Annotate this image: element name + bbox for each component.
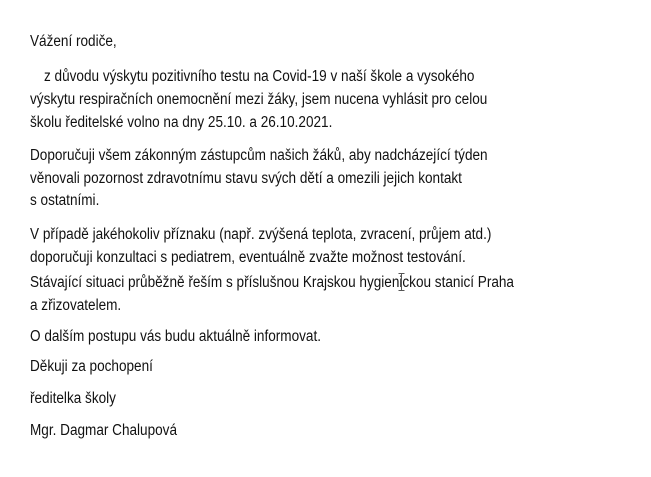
closing: Děkuji za pochopení — [30, 358, 153, 375]
text-line: Doporučuji všem zákonným zástupcům našich žáků, aby nadcházející týden — [30, 147, 488, 164]
text-line: z důvodu výskytu pozitivního testu na Covid-19 v naší škole a vysokého — [44, 68, 475, 85]
text-line: věnovali pozornost zdravotnímu stavu svých dětí a omezili jejich kontakt — [30, 170, 462, 187]
text-cursor-icon — [398, 273, 405, 291]
salutation: Vážení rodiče, — [30, 33, 117, 50]
text-line: s ostatními. — [30, 192, 100, 209]
text-line: doporučuji konzultaci s pediatrem, eventuálně zvažte možnost testování. — [30, 249, 466, 266]
text-line: školu ředitelské volno na dny 25.10. a 26.10.2021. — [30, 114, 333, 131]
signatory-name: Mgr. Dagmar Chalupová — [30, 422, 177, 439]
text-line: V případě jakéhokoliv příznaku (např. zvýšená teplota, zvracení, průjem atd.) — [30, 226, 492, 243]
text-line: a zřizovatelem. — [30, 297, 122, 314]
text-line: Stávající situaci průběžně řeším s příslušnou Krajskou hygienickou stanicí Praha — [30, 274, 514, 291]
text-line: výskytu respiračních onemocnění mezi žáky, jsem nucena vyhlásit pro celou — [30, 91, 488, 108]
paragraph-followup: O dalším postupu vás budu aktuálně informovat. — [30, 328, 322, 345]
signatory-role: ředitelka školy — [30, 390, 116, 407]
